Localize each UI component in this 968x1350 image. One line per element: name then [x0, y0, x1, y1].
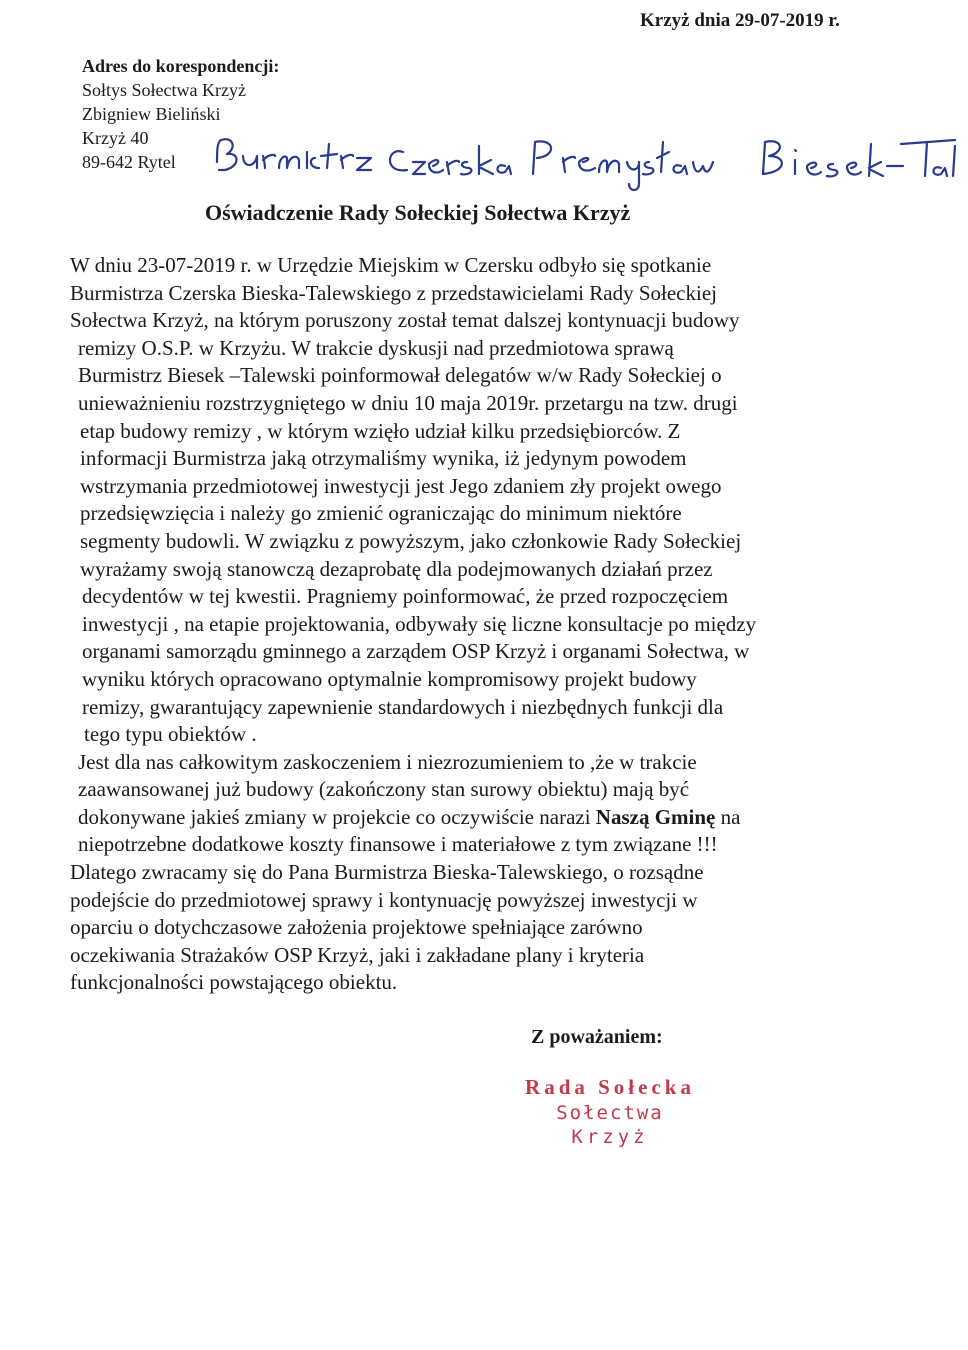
address-line: 89-642 Rytel [82, 152, 176, 172]
body-line: niepotrzebne dodatkowe koszty finansowe i materiałowe z tym związane !!! [78, 832, 718, 857]
address-line: Sołtys Sołectwa Krzyż [82, 80, 246, 100]
document-date: Krzyż dnia 29-07-2019 r. [640, 10, 840, 31]
body-line: podejście do przedmiotowej sprawy i kontynuację powyższej inwestycji w [70, 887, 698, 912]
stamp-line: Rada Sołecka [525, 1075, 695, 1099]
body-text-fragment: dokonywane jakieś zmiany w projekcie co oczywiście narazi [78, 804, 591, 829]
body-line: Burmistrza Czerska Bieska-Talewskiego z przedstawicielami Rady Sołeckiej [70, 280, 717, 305]
body-line: wstrzymania przedmiotowej inwestycji jest Jego zdaniem zły projekt owego [80, 473, 722, 498]
body-line: funkcjonalności powstającego obiektu. [70, 970, 398, 995]
body-line: wyrażamy swoją stanowczą dezaprobatę dla podejmowanych działań przez [80, 556, 713, 581]
body-line: oparciu o dotychczasowe założenia projektowe spełniające zarówno [70, 915, 643, 940]
council-stamp [490, 1075, 730, 1148]
body-line [70, 804, 870, 832]
body-line: tego typu obiektów . [84, 722, 257, 747]
body-line: Burmistrz Biesek –Talewski poinformował delegatów w/w Rady Sołeckiej o [78, 363, 722, 388]
document-title: Oświadczenie Rady Sołeckiej Sołectwa Krzyż [205, 200, 631, 225]
body-line: remizy, gwarantujący zapewnienie standardowych i niezbędnych funkcji dla [82, 694, 724, 719]
stamp-line: Krzyż [571, 1126, 649, 1148]
body-line: segmenty budowli. W związku z powyższym, jako członkowie Rady Sołeckiej [80, 528, 742, 553]
handwritten-recipient-note [203, 122, 963, 200]
closing-salutation: Z poważaniem: [531, 1026, 663, 1048]
body-line: zaawansowanej już budowy (zakończony stan surowy obiektu) mają być [78, 777, 690, 802]
address-line: Zbigniew Bieliński [82, 104, 221, 124]
body-line: inwestycji , na etapie projektowania, odbywały się liczne konsultacje po między [82, 611, 757, 636]
handwriting-scribble [203, 122, 963, 200]
body-line: informacji Burmistrza jaką otrzymaliśmy wynika, iż jedynym powodem [80, 446, 687, 471]
body-line: Dlatego zwracamy się do Pana Burmistrza Bieska-Talewskiego, o rozsądne [70, 860, 704, 885]
address-heading: Adres do korespondencji: [82, 56, 280, 76]
body-line: przedsięwzięcia i należy go zmienić ograniczając do minimum niektóre [80, 501, 682, 526]
body-line: etap budowy remizy , w którym wzięło udział kilku przedsiębiorców. Z [80, 418, 681, 443]
body-line: decydentów w tej kwestii. Pragniemy poinformować, że przed rozpoczęciem [82, 584, 729, 609]
body-text-fragment: na [715, 804, 741, 829]
emphasized-phrase: Naszą Gminę [595, 804, 716, 829]
statement-body [70, 252, 870, 997]
body-line: remizy O.S.P. w Krzyżu. W trakcie dyskusji nad przedmiotowa sprawą [78, 335, 674, 360]
body-line: oczekiwania Strażaków OSP Krzyż, jaki i zakładane plany i kryteria [70, 942, 645, 967]
body-line: wyniku których opracowano optymalnie kompromisowy projekt budowy [82, 666, 697, 691]
address-line: Krzyż 40 [82, 128, 149, 148]
body-line: organami samorządu gminnego a zarządem OSP Krzyż i organami Sołectwa, w [82, 639, 750, 664]
body-line: W dniu 23-07-2019 r. w Urzędzie Miejskim w Czersku odbyło się spotkanie [70, 253, 712, 277]
stamp-line: Sołectwa [556, 1102, 664, 1124]
body-line: Jest dla nas całkowitym zaskoczeniem i niezrozumieniem to ,że w trakcie [78, 749, 697, 774]
body-line: Sołectwa Krzyż, na którym poruszony został temat dalszej kontynuacji budowy [70, 308, 740, 333]
body-line: unieważnieniu rozstrzygniętego w dniu 10 maja 2019r. przetargu na tzw. drugi [78, 390, 738, 415]
